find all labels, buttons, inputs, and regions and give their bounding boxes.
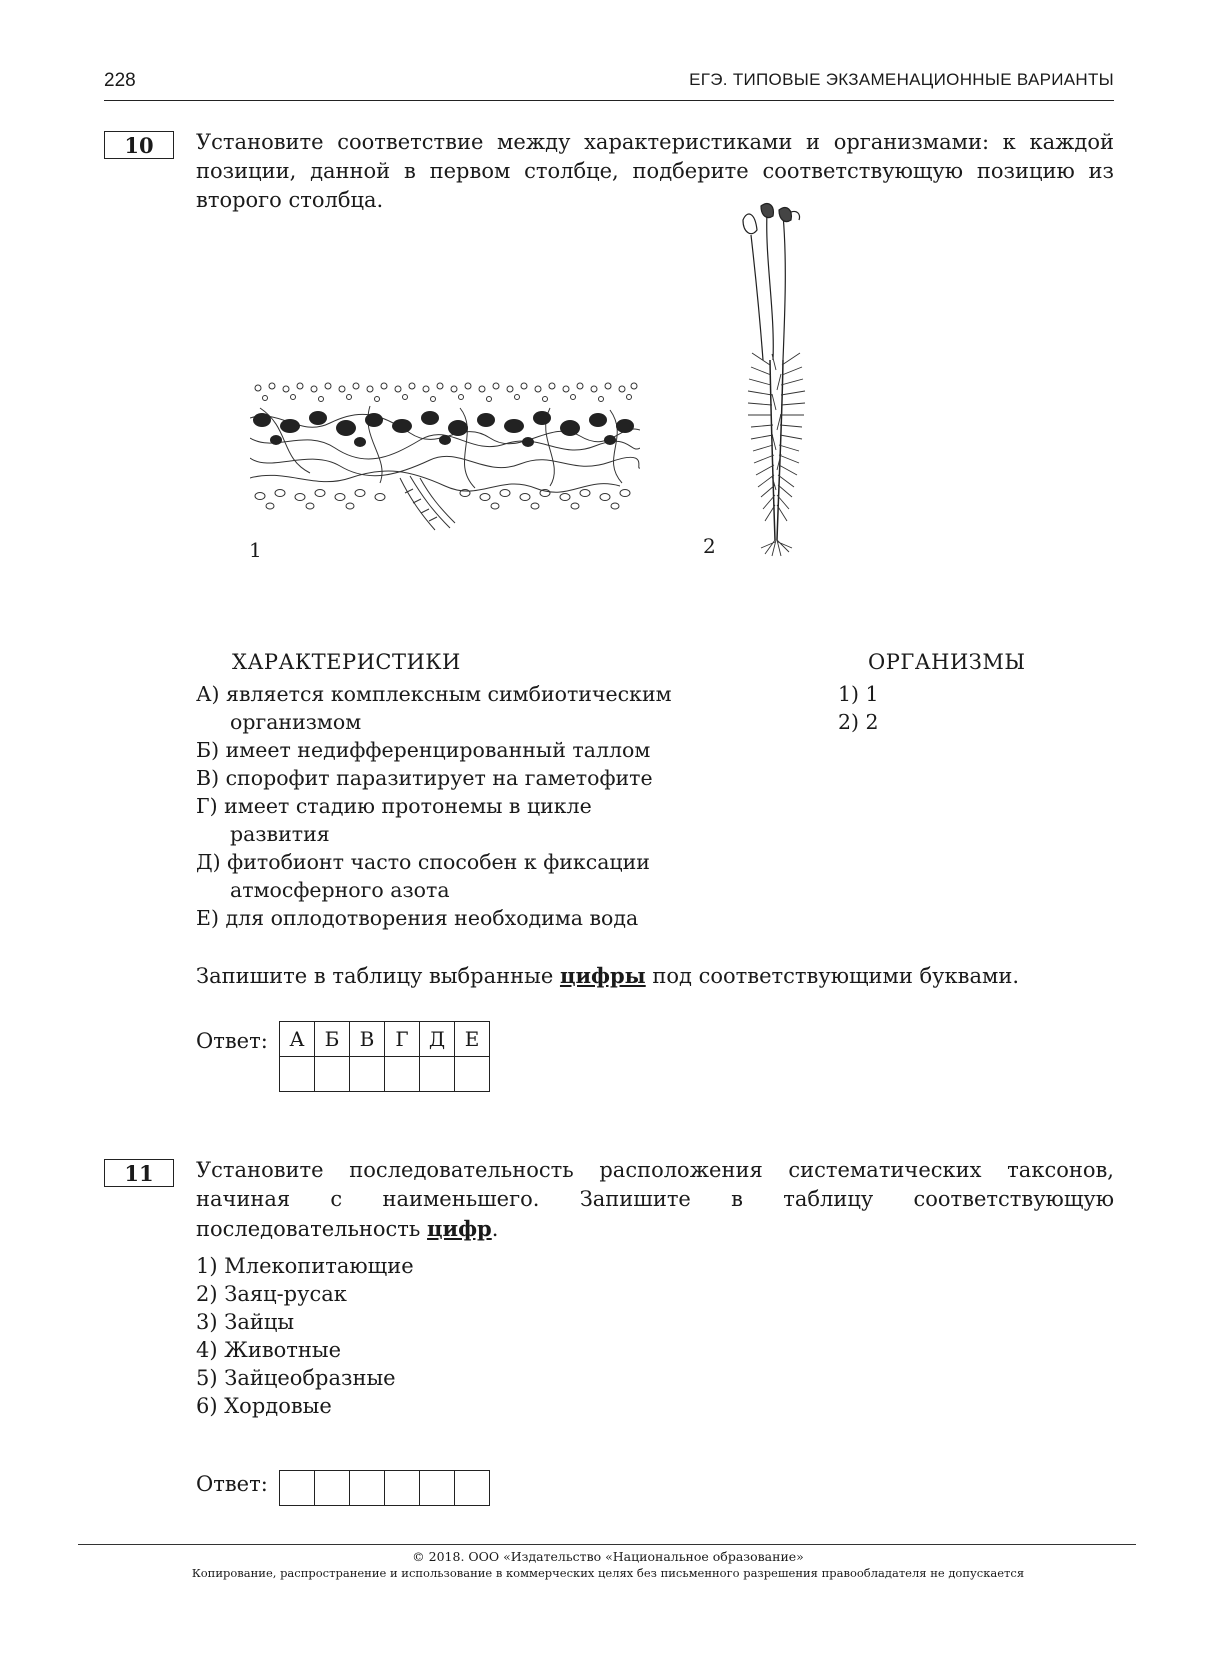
task-10-answer-table <box>279 1021 490 1092</box>
moss-leaves <box>748 353 805 521</box>
footer-divider <box>78 1544 1136 1545</box>
answer-cell-v[interactable] <box>350 1057 385 1092</box>
characteristic-a: А) является комплексным симбиотическим организмом <box>196 682 672 734</box>
organisms-header: ОРГАНИЗМЫ <box>868 650 1026 674</box>
taxon-item: 2) Заяц-русак <box>196 1282 347 1306</box>
task-10-answer-label: Ответ: <box>196 1029 268 1053</box>
figure-1-label: 1 <box>249 538 262 562</box>
answer-cell-d[interactable] <box>420 1057 455 1092</box>
rhizoids <box>761 540 792 556</box>
seta-3 <box>783 215 785 360</box>
task-10-instruction: Запишите в таблицу выбранные цифры под соответствующими буквами. <box>196 963 1020 988</box>
taxon-item: 6) Хордовые <box>196 1394 332 1418</box>
taxon-item: 3) Зайцы <box>196 1310 295 1334</box>
answer-letter-a: А <box>280 1022 315 1057</box>
taxon-item: 1) Млекопитающие <box>196 1254 414 1278</box>
answer-cell-5[interactable] <box>420 1471 455 1506</box>
task-11-answer-table <box>279 1470 490 1506</box>
answer-cell-4[interactable] <box>385 1471 420 1506</box>
lichen-cross-section-figure <box>250 378 640 538</box>
answer-cell-3[interactable] <box>350 1471 385 1506</box>
page-number: 228 <box>104 70 136 91</box>
moss-plant-figure <box>735 200 835 560</box>
answer-letter-g: Г <box>385 1022 420 1057</box>
characteristic-v: В) спорофит паразитирует на гаметофите <box>196 766 653 790</box>
task-11-answer-label: Ответ: <box>196 1472 268 1496</box>
answer-letter-d: Д <box>420 1022 455 1057</box>
rhizine <box>400 476 455 530</box>
instruction-emphasis: цифры <box>559 963 646 988</box>
answer-cell-g[interactable] <box>385 1057 420 1092</box>
task-11-items-list <box>196 1252 414 1420</box>
answer-letter-v: В <box>350 1022 385 1057</box>
answer-header-row <box>280 1022 490 1057</box>
lower-cortex-cells <box>255 490 630 510</box>
task-10-text: Установите соответствие между характеристиками и организмами: к каждой позиции, данной в первом столбце, подберите соответствующую позицию из второго столбца. <box>196 130 1114 212</box>
fungal-hyphae <box>250 406 640 492</box>
answer-letter-e: Е <box>455 1022 490 1057</box>
answer-input-row <box>280 1057 490 1092</box>
upper-cortex-cells <box>255 383 637 402</box>
answer-cell-a[interactable] <box>280 1057 315 1092</box>
task-11-text: Установите последовательность расположения систематических таксонов, начиная с наименьшего. Запишите в таблицу соответствующую последовательность цифр. <box>196 1158 1114 1241</box>
algal-cells <box>253 411 634 447</box>
seta-2 <box>767 212 774 360</box>
task-11-number-box: 11 <box>104 1159 174 1187</box>
figure-2-label: 2 <box>703 534 716 558</box>
answer-input-row <box>280 1471 490 1506</box>
answer-cell-1[interactable] <box>280 1471 315 1506</box>
seta-1 <box>751 235 763 360</box>
organisms-list <box>838 680 879 736</box>
header-divider <box>104 100 1114 101</box>
taxon-item: 5) Зайцеобразные <box>196 1366 396 1390</box>
footer-notice: Копирование, распространение и использование в коммерческих целях без письменного разрешения правообладателя не допускается <box>191 1566 1025 1580</box>
characteristics-list <box>196 680 756 932</box>
characteristic-g: Г) имеет стадию протонемы в цикле развития <box>196 794 592 846</box>
answer-cell-b[interactable] <box>315 1057 350 1092</box>
characteristic-d: Д) фитобионт часто способен к фиксации атмосферного азота <box>196 850 650 902</box>
answer-cell-2[interactable] <box>315 1471 350 1506</box>
answer-cell-e[interactable] <box>455 1057 490 1092</box>
footer-copyright: © 2018. ООО «Издательство «Национальное образование» <box>412 1549 804 1564</box>
task-11-emphasis: цифр <box>427 1216 492 1241</box>
organism-1: 1) 1 <box>838 682 879 706</box>
task-10-number-box: 10 <box>104 131 174 159</box>
answer-cell-6[interactable] <box>455 1471 490 1506</box>
taxon-item: 4) Животные <box>196 1338 342 1362</box>
organism-2: 2) 2 <box>838 710 879 734</box>
characteristics-header: ХАРАКТЕРИСТИКИ <box>232 650 461 674</box>
answer-letter-b: Б <box>315 1022 350 1057</box>
characteristic-e: Е) для оплодотворения необходима вода <box>196 906 639 930</box>
characteristic-b: Б) имеет недифференцированный таллом <box>196 738 651 762</box>
running-header-title: ЕГЭ. ТИПОВЫЕ ЭКЗАМЕНАЦИОННЫЕ ВАРИАНТЫ <box>689 70 1114 89</box>
